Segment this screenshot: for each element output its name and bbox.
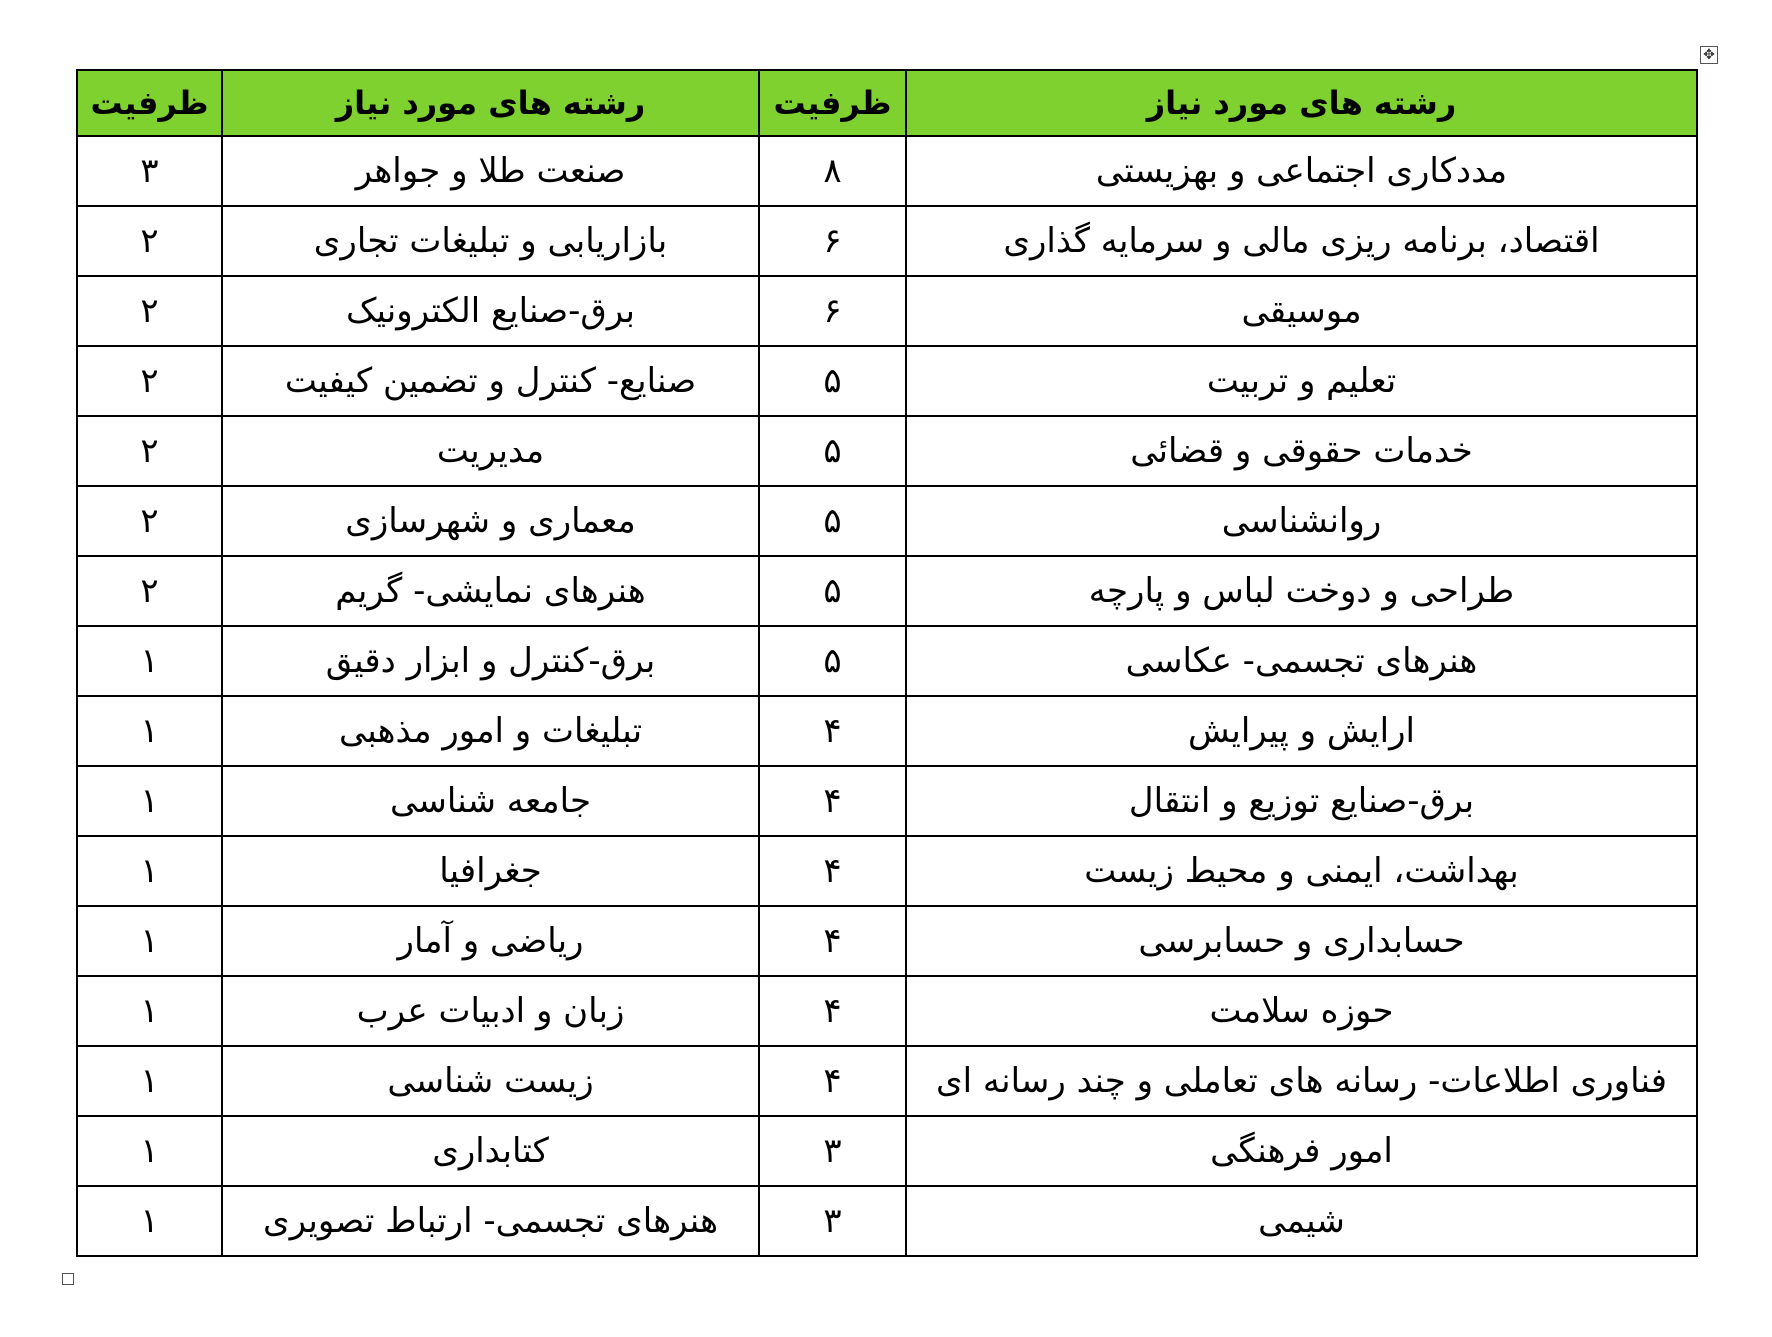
table-row xyxy=(77,276,1697,346)
field-name-cell: ارایش و پیرایش xyxy=(906,696,1697,766)
field-name-cell: برق-صنایع توزیع و انتقال xyxy=(906,766,1697,836)
field-name-cell: برق-کنترل و ابزار دقیق xyxy=(222,626,759,696)
field-name-cell: کتابداری xyxy=(222,1116,759,1186)
capacity-cell: ۵ xyxy=(759,416,906,486)
table-row xyxy=(77,766,1697,836)
table-move-handle-icon[interactable]: ✥ xyxy=(1700,46,1718,64)
field-name-cell: روانشناسی xyxy=(906,486,1697,556)
field-name-cell: اقتصاد، برنامه ریزی مالی و سرمایه گذاری xyxy=(906,206,1697,276)
capacity-cell: ۲ xyxy=(77,206,222,276)
field-name-cell: خدمات حقوقی و قضائی xyxy=(906,416,1697,486)
table-header-row xyxy=(77,70,1697,136)
table-row xyxy=(77,556,1697,626)
capacity-cell: ۳ xyxy=(759,1186,906,1256)
field-name-cell: جامعه شناسی xyxy=(222,766,759,836)
field-name-cell: برق-صنایع الکترونیک xyxy=(222,276,759,346)
header-field-name: رشته های مورد نیاز xyxy=(906,70,1697,136)
field-name-cell: موسیقی xyxy=(906,276,1697,346)
table-row xyxy=(77,1186,1697,1256)
field-name-cell: بازاریابی و تبلیغات تجاری xyxy=(222,206,759,276)
table-row xyxy=(77,206,1697,276)
table-resize-handle-icon[interactable] xyxy=(62,1273,74,1285)
field-name-cell: فناوری اطلاعات- رسانه های تعاملی و چند رسانه ای xyxy=(906,1046,1697,1116)
capacity-cell: ۲ xyxy=(77,416,222,486)
field-name-cell: تبلیغات و امور مذهبی xyxy=(222,696,759,766)
header-capacity: ظرفیت xyxy=(759,70,906,136)
table-row xyxy=(77,976,1697,1046)
capacity-cell: ۱ xyxy=(77,976,222,1046)
capacity-cell: ۵ xyxy=(759,346,906,416)
capacity-cell: ۱ xyxy=(77,1046,222,1116)
capacity-cell: ۱ xyxy=(77,766,222,836)
header-field-name: رشته های مورد نیاز xyxy=(222,70,759,136)
table-row xyxy=(77,696,1697,766)
capacity-cell: ۵ xyxy=(759,556,906,626)
field-name-cell: شیمی xyxy=(906,1186,1697,1256)
field-name-cell: زیست شناسی xyxy=(222,1046,759,1116)
capacity-cell: ۸ xyxy=(759,136,906,206)
field-name-cell: جغرافیا xyxy=(222,836,759,906)
field-name-cell: هنرهای تجسمی- ارتباط تصویری xyxy=(222,1186,759,1256)
field-name-cell: حوزه سلامت xyxy=(906,976,1697,1046)
capacity-cell: ۲ xyxy=(77,556,222,626)
table-row xyxy=(77,906,1697,976)
table-row xyxy=(77,1046,1697,1116)
table-row xyxy=(77,626,1697,696)
capacity-cell: ۱ xyxy=(77,836,222,906)
table-row xyxy=(77,836,1697,906)
capacity-cell: ۴ xyxy=(759,1046,906,1116)
field-name-cell: ریاضی و آمار xyxy=(222,906,759,976)
table-container xyxy=(76,69,1696,1257)
capacity-cell: ۱ xyxy=(77,1186,222,1256)
capacity-cell: ۳ xyxy=(77,136,222,206)
capacity-cell: ۱ xyxy=(77,626,222,696)
field-name-cell: مددکاری اجتماعی و بهزیستی xyxy=(906,136,1697,206)
capacity-cell: ۳ xyxy=(759,1116,906,1186)
table-body xyxy=(77,136,1697,1256)
capacity-cell: ۲ xyxy=(77,346,222,416)
fields-capacity-table xyxy=(76,69,1698,1257)
table-row xyxy=(77,486,1697,556)
capacity-cell: ۱ xyxy=(77,906,222,976)
field-name-cell: هنرهای تجسمی- عکاسی xyxy=(906,626,1697,696)
field-name-cell: صنایع- کنترل و تضمین کیفیت xyxy=(222,346,759,416)
field-name-cell: بهداشت، ایمنی و محیط زیست xyxy=(906,836,1697,906)
field-name-cell: امور فرهنگی xyxy=(906,1116,1697,1186)
table-row xyxy=(77,136,1697,206)
capacity-cell: ۵ xyxy=(759,486,906,556)
field-name-cell: معماری و شهرسازی xyxy=(222,486,759,556)
field-name-cell: تعلیم و تربیت xyxy=(906,346,1697,416)
field-name-cell: هنرهای نمایشی- گریم xyxy=(222,556,759,626)
table-row xyxy=(77,416,1697,486)
capacity-cell: ۴ xyxy=(759,836,906,906)
capacity-cell: ۶ xyxy=(759,276,906,346)
field-name-cell: طراحی و دوخت لباس و پارچه xyxy=(906,556,1697,626)
capacity-cell: ۴ xyxy=(759,906,906,976)
capacity-cell: ۴ xyxy=(759,696,906,766)
table-row xyxy=(77,346,1697,416)
capacity-cell: ۶ xyxy=(759,206,906,276)
capacity-cell: ۲ xyxy=(77,486,222,556)
capacity-cell: ۴ xyxy=(759,766,906,836)
capacity-cell: ۱ xyxy=(77,1116,222,1186)
capacity-cell: ۵ xyxy=(759,626,906,696)
capacity-cell: ۲ xyxy=(77,276,222,346)
field-name-cell: حسابداری و حسابرسی xyxy=(906,906,1697,976)
field-name-cell: مدیریت xyxy=(222,416,759,486)
field-name-cell: زبان و ادبیات عرب xyxy=(222,976,759,1046)
header-capacity: ظرفیت xyxy=(77,70,222,136)
capacity-cell: ۱ xyxy=(77,696,222,766)
table-row xyxy=(77,1116,1697,1186)
capacity-cell: ۴ xyxy=(759,976,906,1046)
field-name-cell: صنعت طلا و جواهر xyxy=(222,136,759,206)
